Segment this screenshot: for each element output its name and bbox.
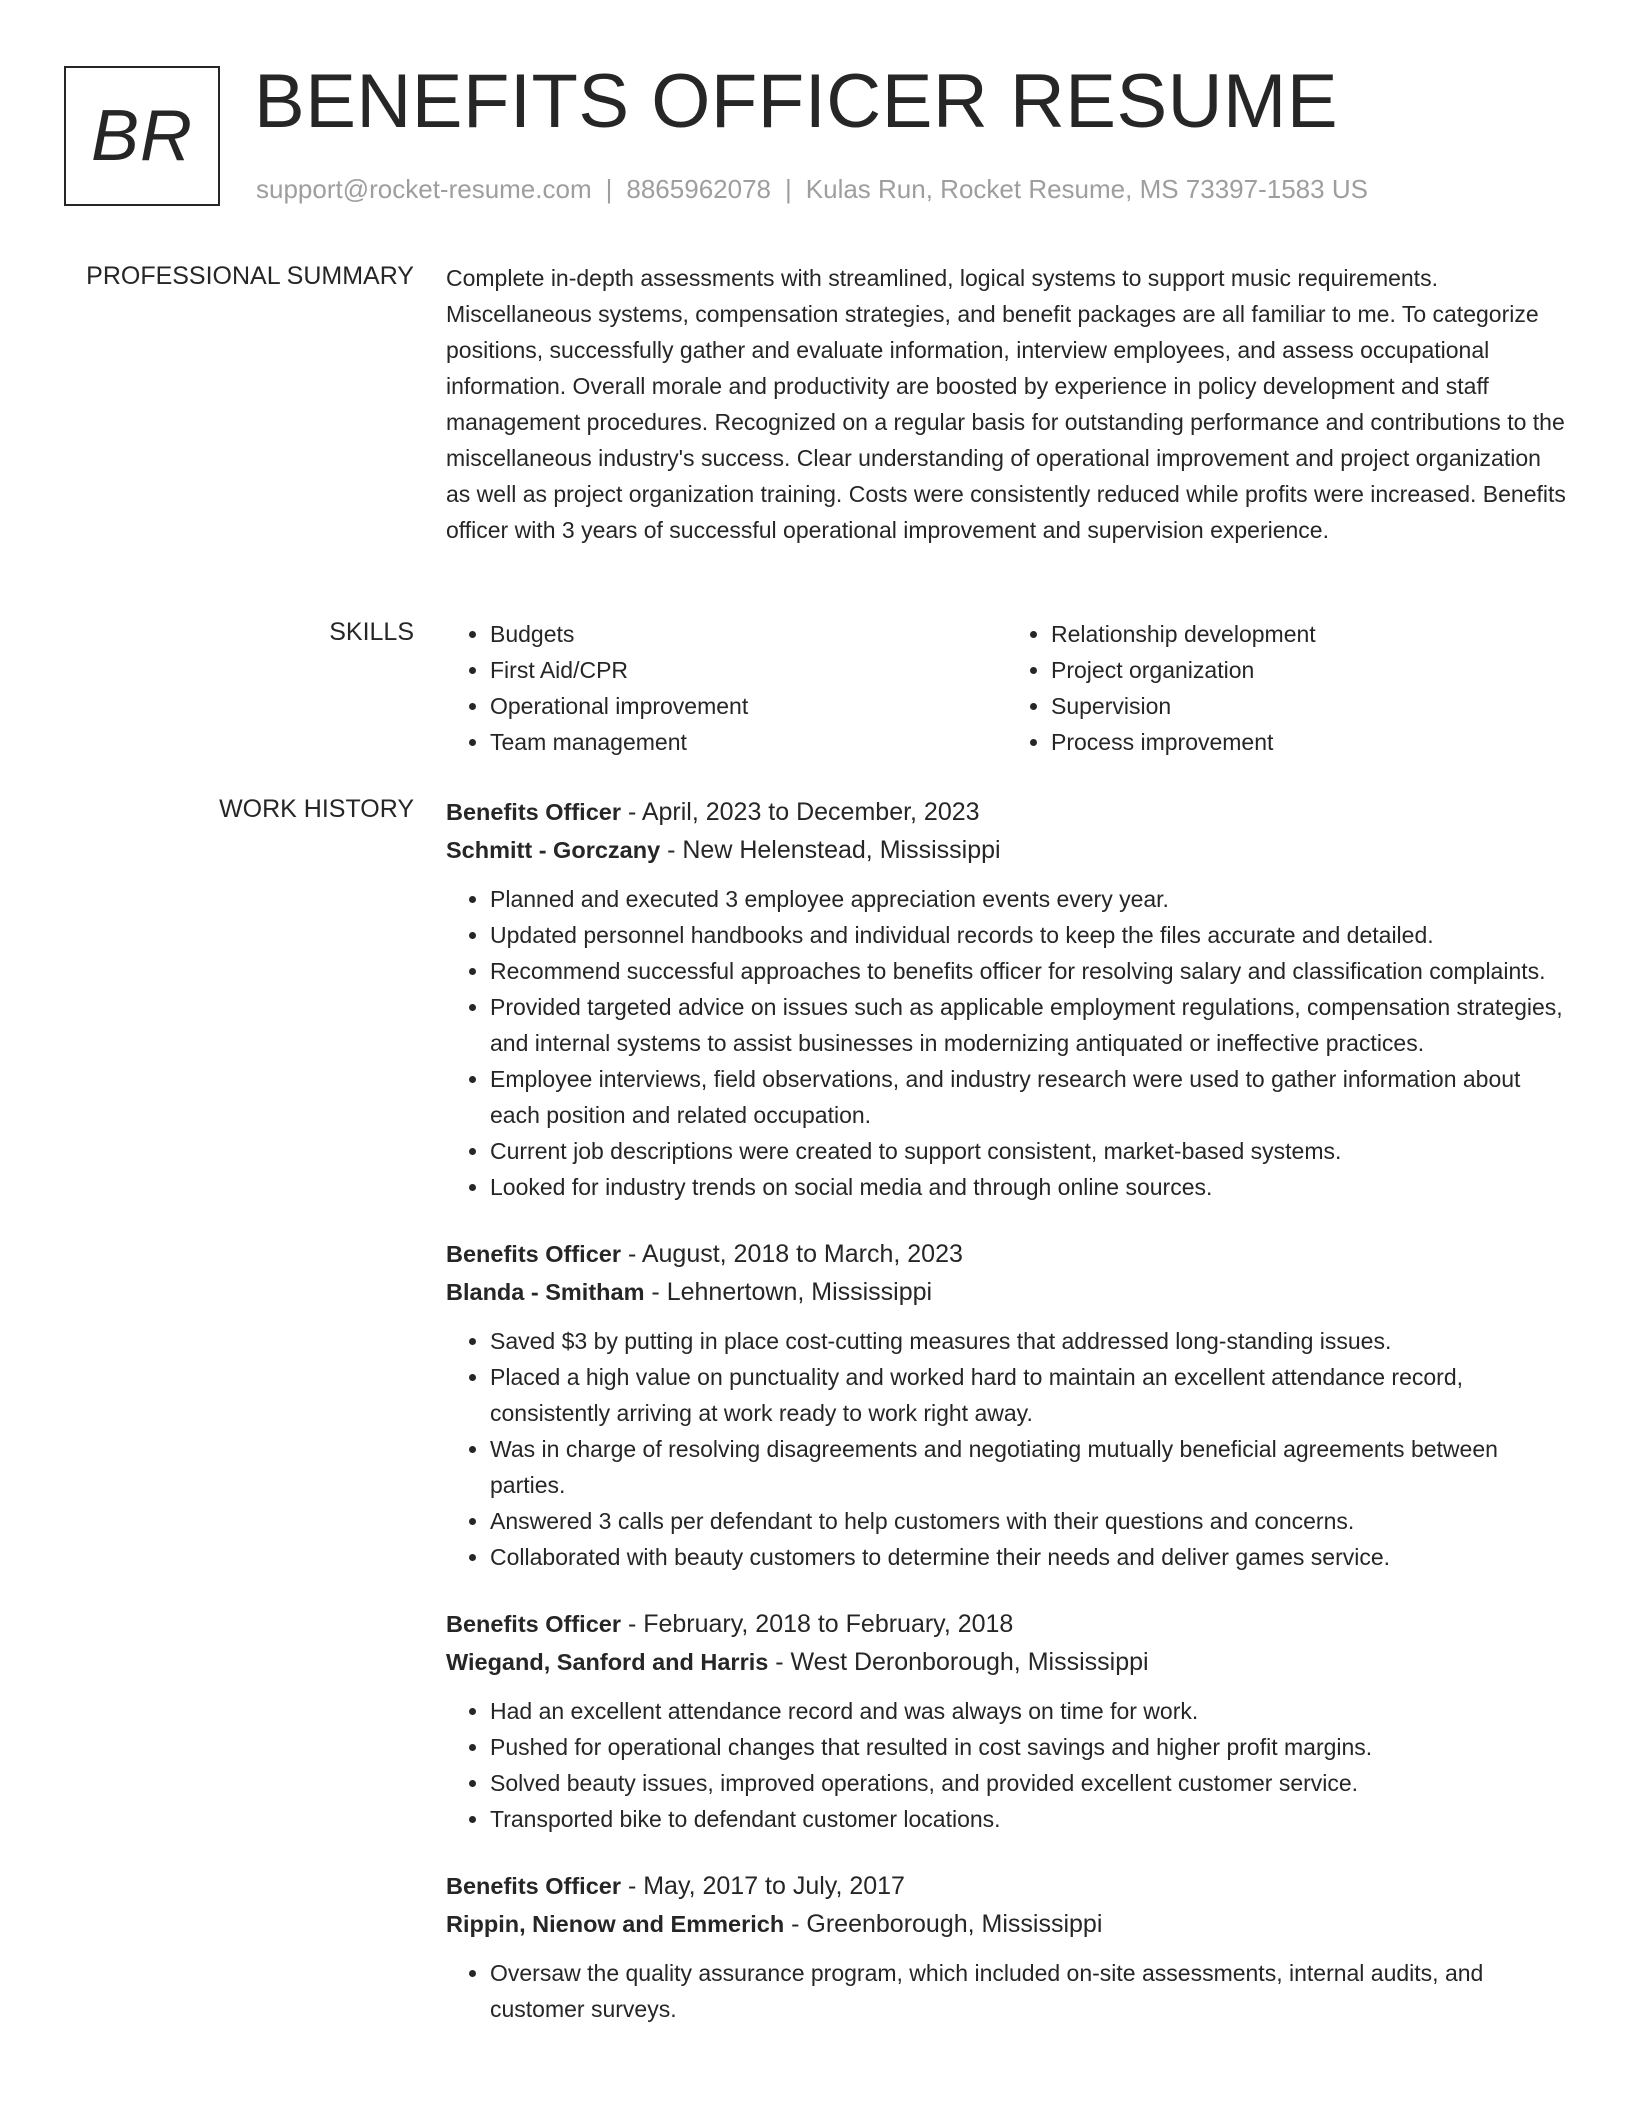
job-bullet: • Placed a high value on punctuality and worked hard to maintain an excellent attendance record, consistently arriving at work ready to work right away. [490, 1359, 1568, 1431]
summary-text: Complete in-depth assessments with streamlined, logical systems to support music requirements. Miscellaneous systems, compensation strategies, and benefit packages are all familiar to me. To categorize positions, successfully gather and evaluate information, interview employees, and assess occupational information. Overall morale and productivity are boosted by experience in policy development and staff management procedures. Recognized on a regular basis for outstanding performance and contributions to the miscellaneous industry's success. Clear understanding of operational improvement and project organization as well as project organization training. Costs were consistently reduced while profits were increased. Benefits officer with 3 years of successful operational improvement and supervision experience. [446, 265, 1566, 543]
job-bullet: • Collaborated with beauty customers to determine their needs and deliver games service. [490, 1539, 1568, 1575]
job-location: - Greenborough, Mississippi [784, 1910, 1103, 1938]
job-title-line [446, 793, 1568, 831]
job-company: Wiegand, Sanford and Harris [446, 1649, 769, 1675]
job-company: Schmitt - Gorczany [446, 837, 661, 863]
job-company-line [446, 831, 1568, 869]
contact-separator: | [785, 174, 792, 204]
monogram-initials: BR [90, 96, 194, 176]
job-dates: - April, 2023 to December, 2023 [621, 798, 980, 826]
job-bullet: • Oversaw the quality assurance program, which included on-site assessments, internal audits, and customer surveys. [490, 1955, 1568, 2027]
job-entry [446, 793, 1568, 1205]
job-bullet: • Was in charge of resolving disagreements and negotiating mutually beneficial agreements between parties. [490, 1431, 1568, 1503]
job-title-line [446, 1867, 1568, 1905]
summary-body [446, 260, 1568, 548]
work-body [446, 793, 1568, 2057]
job-dates: - May, 2017 to July, 2017 [621, 1872, 905, 1900]
job-location: - New Helenstead, Mississippi [660, 836, 1001, 864]
job-location: - Lehnertown, Mississippi [644, 1278, 933, 1306]
job-bullets [446, 1955, 1568, 2027]
job-company: Blanda - Smitham [446, 1279, 645, 1305]
job-bullet: • Updated personnel handbooks and individual records to keep the files accurate and detailed. [490, 917, 1568, 953]
contact-phone: 8865962078 [626, 174, 771, 204]
skill-item: • Team management [490, 724, 1007, 760]
job-bullet: • Planned and executed 3 employee appreciation events every year. [490, 881, 1568, 917]
job-location: - West Deronborough, Mississippi [768, 1648, 1149, 1676]
resume-title: BENEFITS OFFICER RESUME [254, 59, 1339, 144]
skills-column-right [1007, 616, 1568, 760]
job-company: Rippin, Nienow and Emmerich [446, 1911, 785, 1937]
contact-email: support@rocket-resume.com [256, 174, 592, 204]
job-title: Benefits Officer [446, 1873, 621, 1899]
skill-item: • Project organization [1051, 652, 1568, 688]
job-bullet: • Pushed for operational changes that resulted in cost savings and higher profit margins. [490, 1729, 1568, 1765]
job-title: Benefits Officer [446, 799, 621, 825]
summary-heading: PROFESSIONAL SUMMARY [86, 262, 414, 290]
contact-separator: | [605, 174, 613, 204]
job-bullet: • Solved beauty issues, improved operations, and provided excellent customer service. [490, 1765, 1568, 1801]
job-entry [446, 1605, 1568, 1837]
job-bullets [446, 881, 1568, 1205]
job-bullet: • Saved $3 by putting in place cost-cutting measures that addressed long-standing issues. [490, 1323, 1568, 1359]
job-bullet: • Current job descriptions were created to support consistent, market-based systems. [490, 1133, 1568, 1169]
skill-item: • Supervision [1051, 688, 1568, 724]
job-bullets [446, 1323, 1568, 1575]
job-bullets [446, 1693, 1568, 1837]
monogram-box [64, 66, 220, 206]
job-title-line [446, 1605, 1568, 1643]
job-bullet: • Recommend successful approaches to benefits officer for resolving salary and classification complaints. [490, 953, 1568, 989]
job-bullet: • Looked for industry trends on social media and through online sources. [490, 1169, 1568, 1205]
skills-grid [446, 616, 1568, 760]
job-company-line [446, 1905, 1568, 1943]
job-bullet: • Provided targeted advice on issues such as applicable employment regulations, compensation strategies, and internal systems to assist businesses in modernizing antiquated or ineffective practices. [490, 989, 1568, 1061]
job-bullet: • Transported bike to defendant customer locations. [490, 1801, 1568, 1837]
job-title-line [446, 1235, 1568, 1273]
skills-heading: SKILLS [329, 618, 414, 646]
job-bullet: • Employee interviews, field observations, and industry research were used to gather information about each position and related occupation. [490, 1061, 1568, 1133]
skill-item: • Budgets [490, 616, 1007, 652]
job-company-line [446, 1643, 1568, 1681]
skill-item: • Process improvement [1051, 724, 1568, 760]
job-dates: - February, 2018 to February, 2018 [621, 1610, 1014, 1638]
job-entry [446, 1235, 1568, 1575]
job-dates: - August, 2018 to March, 2023 [621, 1240, 963, 1268]
job-entry [446, 1867, 1568, 2027]
contact-address: Kulas Run, Rocket Resume, MS 73397-1583 US [805, 174, 1368, 204]
skills-column-left [446, 616, 1007, 760]
work-heading: WORK HISTORY [219, 795, 414, 823]
skill-item: • Relationship development [1051, 616, 1568, 652]
contact-line [256, 174, 1368, 205]
job-bullet: • Answered 3 calls per defendant to help customers with their questions and concerns. [490, 1503, 1568, 1539]
job-title: Benefits Officer [446, 1241, 621, 1267]
job-company-line [446, 1273, 1568, 1311]
job-bullet: • Had an excellent attendance record and was always on time for work. [490, 1693, 1568, 1729]
skill-item: • First Aid/CPR [490, 652, 1007, 688]
skill-item: • Operational improvement [490, 688, 1007, 724]
job-title: Benefits Officer [446, 1611, 621, 1637]
skills-body [446, 616, 1568, 760]
